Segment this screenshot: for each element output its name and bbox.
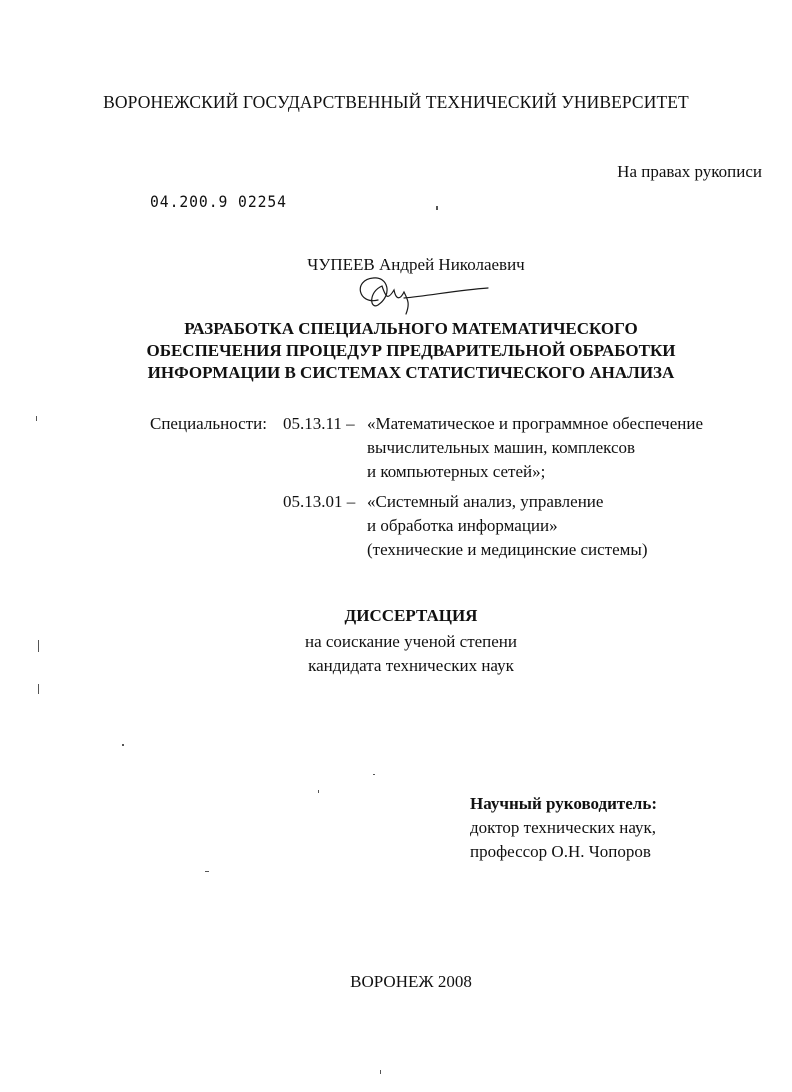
- scan-speck: [373, 774, 375, 775]
- specialty-name-line: «Математическое и программное обеспечение: [367, 414, 704, 433]
- scan-speck: [318, 790, 319, 793]
- specialties-label: Специальности:: [150, 414, 267, 433]
- title-line: ИНФОРМАЦИИ В СИСТЕМАХ СТАТИСТИЧЕСКОГО АНАЛИЗА: [147, 363, 675, 382]
- author-signature: [348, 270, 498, 320]
- specialty-name-line: вычислительных машин, комплексов: [367, 438, 636, 457]
- scan-speck: [36, 416, 37, 421]
- library-stamp-number: 04.200.9 02254: [150, 192, 287, 211]
- specialty-name-line: (технические и медицинские системы): [367, 540, 648, 559]
- title-line: РАЗРАБОТКА СПЕЦИАЛЬНОГО МАТЕМАТИЧЕСКОГО: [184, 319, 638, 338]
- specialty-code-2: 05.13.01 –: [283, 492, 356, 511]
- specialty-name-line: «Системный анализ, управление: [367, 492, 604, 511]
- author-name: ЧУПЕЕВ Андрей Николаевич: [307, 255, 525, 274]
- university-name: ВОРОНЕЖСКИЙ ГОСУДАРСТВЕННЫЙ ТЕХНИЧЕСКИЙ УНИВЕРСИТЕТ: [103, 92, 689, 112]
- degree-line: кандидата технических наук: [308, 656, 514, 675]
- city-year: ВОРОНЕЖ 2008: [350, 972, 472, 991]
- scan-speck: [380, 1070, 381, 1074]
- advisor-name: профессор О.Н. Чопоров: [470, 842, 651, 861]
- scan-speck: [38, 640, 39, 652]
- title-line: ОБЕСПЕЧЕНИЯ ПРОЦЕДУР ПРЕДВАРИТЕЛЬНОЙ ОБРАБОТКИ: [146, 341, 676, 360]
- dissertation-heading: ДИССЕРТАЦИЯ: [344, 606, 478, 625]
- advisor-degree: доктор технических наук,: [470, 818, 657, 837]
- degree-line: на соискание ученой степени: [304, 632, 518, 651]
- scan-speck: [436, 206, 438, 210]
- advisor-heading: Научный руководитель:: [470, 794, 657, 813]
- specialty-name-line: и обработка информации»: [367, 516, 558, 535]
- scan-speck: [122, 744, 124, 746]
- manuscript-rights-note: На правах рукописи: [617, 162, 762, 181]
- scan-speck: [38, 684, 39, 694]
- specialty-name-line: и компьютерных сетей»;: [367, 462, 546, 481]
- dissertation-title: [0, 318, 792, 384]
- scan-speck: [205, 871, 209, 872]
- specialty-code-1: 05.13.11 –: [283, 414, 355, 433]
